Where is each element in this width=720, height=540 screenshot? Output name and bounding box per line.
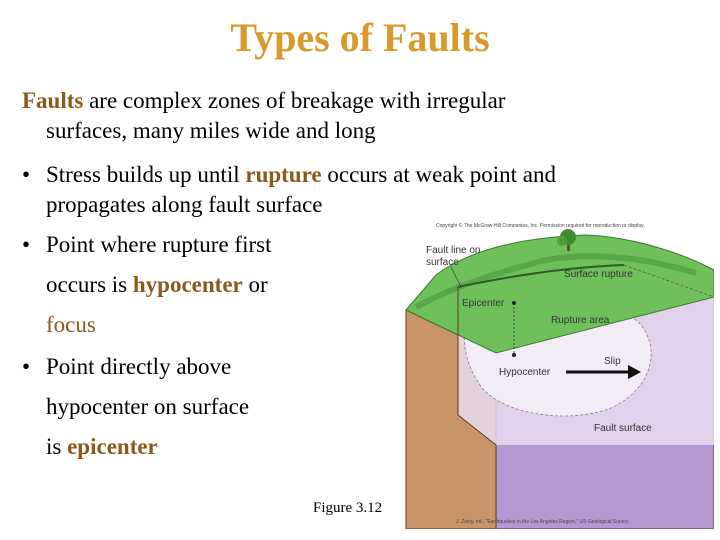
bullet-1-line-1: [46, 160, 556, 190]
bullet-3-line-3: [46, 432, 158, 462]
intro-line-2: surfaces, many miles wide and long: [46, 118, 376, 143]
epicenter-point: [512, 301, 516, 305]
fault-diagram: [396, 215, 714, 529]
label-fault-line-2: surface: [426, 257, 459, 268]
label-rupture-area: Rupture area: [551, 315, 610, 326]
bullet-2-text-b: or: [242, 272, 268, 297]
label-hypocenter: Hypocenter: [499, 367, 551, 378]
label-fault-surface: Fault surface: [594, 423, 652, 434]
bullet-1-text-a: Stress builds up until: [46, 162, 246, 187]
bullet-2-line-1: Point where rupture first: [46, 232, 272, 257]
term-faults: Faults: [22, 88, 84, 113]
bullet-3-marker: •: [22, 354, 31, 379]
term-epicenter: epicenter: [67, 434, 158, 459]
label-fault-line: Fault line on: [426, 245, 481, 256]
intro-text-1: are complex zones of breakage with irregular: [83, 88, 506, 113]
label-epicenter: Epicenter: [462, 298, 505, 309]
bullet-2-line-2: [46, 270, 268, 300]
figure-credit: J. Ziony, ed., "Earthquakes in the Los Angeles Region," US Geological Survey: [456, 519, 629, 525]
copyright-notice: Copyright © The McGraw-Hill Companies, Inc. Permission required for reproduction or display.: [436, 223, 645, 229]
bullet-1-text-b: occurs at weak point and: [321, 162, 557, 187]
bullet-2-line-3: focus: [46, 312, 96, 337]
bullet-1-marker: •: [22, 162, 31, 187]
term-rupture: rupture: [245, 162, 322, 187]
bullet-3-text-a: is: [46, 434, 68, 459]
hypocenter-point: [512, 353, 516, 357]
figure-caption: Figure 3.12: [313, 500, 383, 516]
bullet-2-text-a: occurs is: [46, 272, 133, 297]
bullet-3-line-1: Point directly above: [46, 354, 232, 379]
intro-line-1: [22, 86, 505, 116]
bullet-1-line-2: propagates along fault surface: [46, 192, 323, 217]
label-slip: Slip: [604, 356, 621, 367]
term-hypocenter: hypocenter: [132, 272, 243, 297]
label-surface-rupture: Surface rupture: [564, 269, 633, 280]
slide-title: Types of Faults: [230, 15, 490, 60]
bullet-2-marker: •: [22, 232, 31, 257]
bullet-3-line-2: hypocenter on surface: [46, 394, 250, 419]
